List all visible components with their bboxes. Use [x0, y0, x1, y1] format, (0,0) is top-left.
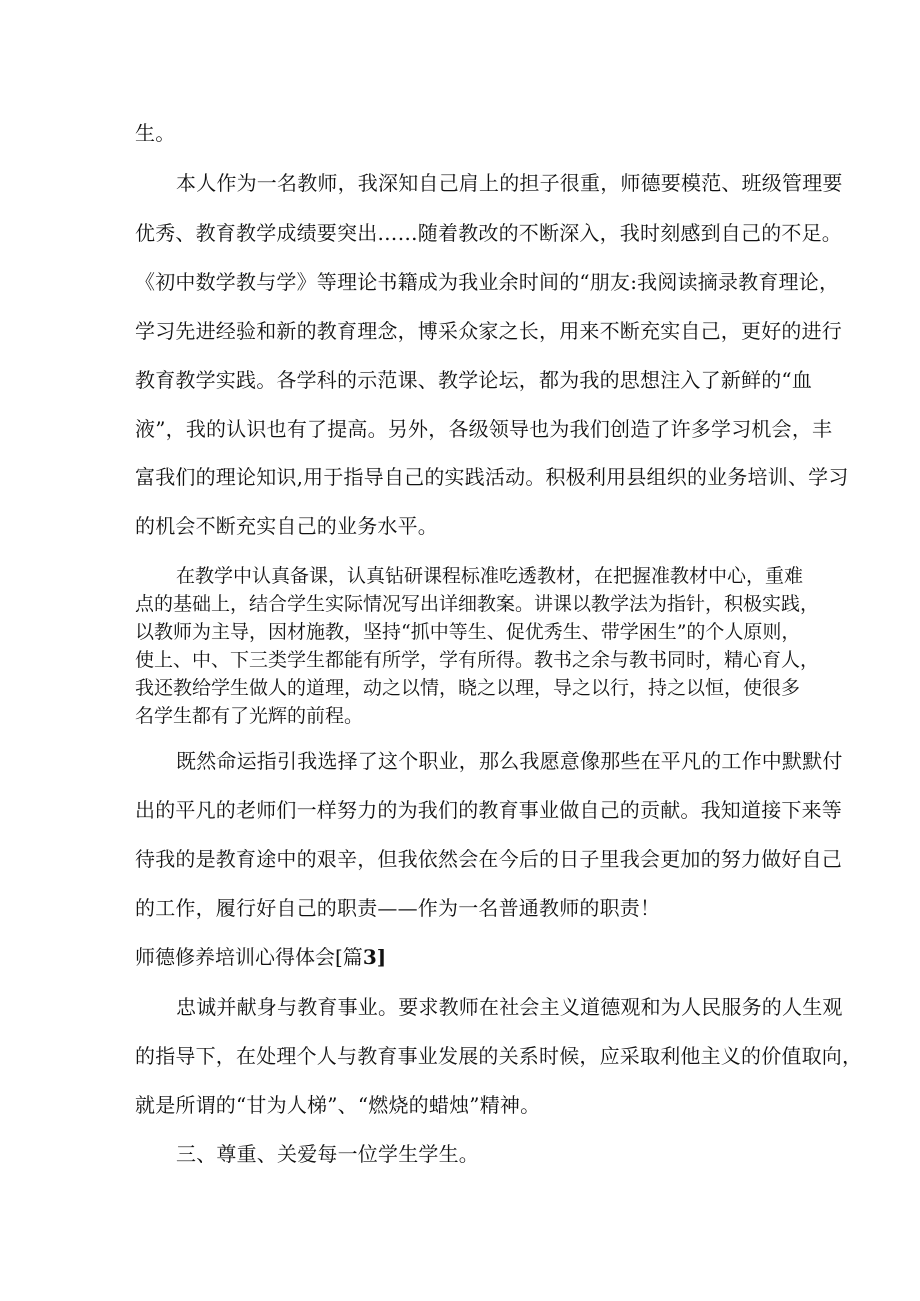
text-line: 既然命运指引我选择了这个职业，那么我愿意像那些在平凡的工作中默默付 [176, 749, 843, 773]
section-heading [135, 944, 386, 970]
text-line: 就是所谓的“甘为人梯”、“燃烧的蜡烛”精神。 [135, 1093, 541, 1117]
text-line: 三、尊重、关爱每一位学生学生。 [176, 1142, 479, 1166]
text-line: 优秀、教育教学成绩要突出……随着教改的不断深入，我时刻感到自己的不足。 [135, 221, 842, 245]
text-line: 教育教学实践。各学科的示范课、教学论坛，都为我的思想注入了新鲜的“血 [135, 368, 813, 392]
text-line: 的指导下，在处理个人与教育事业发展的关系时候，应采取利他主义的价值取向， [135, 1044, 863, 1068]
text-line: 忠诚并献身与教育事业。要求教师在社会主义道德观和为人民服务的人生观 [176, 995, 843, 1019]
text-line: 待我的是教育途中的艰辛，但我依然会在今后的日子里我会更加的努力做好自己 [135, 847, 842, 871]
text-line: 出的平凡的老师们一样努力的为我们的教育事业做自己的贡献。我知道接下来等 [135, 798, 842, 822]
text-line: 在教学中认真备课，认真钻研课程标准吃透教材，在把握准教材中心，重难 [176, 565, 804, 587]
section-heading-text: 师德修养培训心得体会[篇 [135, 945, 363, 969]
text-line: 《初中数学教与学》等理论书籍成为我业余时间的“朋友:我阅读摘录教育理论， [135, 270, 840, 294]
text-line: 我还教给学生做人的道理，动之以情，晓之以理，导之以行，持之以恒，使很多 [135, 677, 801, 699]
text-line: 液”，我的认识也有了提高。另外，各级领导也为我们创造了许多学习机会，丰 [135, 417, 833, 441]
text-line: 本人作为一名教师，我深知自己肩上的担子很重，师德要模范、班级管理要 [176, 171, 843, 195]
text-line: 名学生都有了光辉的前程。 [135, 705, 364, 727]
text-line: 学习先进经验和新的教育理念，博采众家之长，用来不断充实自己，更好的进行 [135, 319, 842, 343]
text-line: 以教师为主导，因材施教，坚持“抓中等生、促优秀生、带学困生”的个人原则， [135, 621, 801, 643]
text-line: 的工作，履行好自己的职责——作为一名普通教师的职责！ [135, 896, 661, 920]
text-line: 富我们的理论知识,用于指导自己的实践活动。积极利用县组织的业务培训、学习 [135, 465, 849, 489]
text-line: 生。 [135, 121, 176, 145]
text-line: 的机会不断充实自己的业务水平。 [135, 514, 438, 538]
text-line: 使上、中、下三类学生都能有所学，学有所得。教书之余与教书同时，精心育人， [135, 649, 820, 671]
text-line: 点的基础上，结合学生实际情况写出详细教案。讲课以教学法为指针，积极实践， [135, 593, 820, 615]
section-heading-number: 3] [362, 945, 387, 969]
